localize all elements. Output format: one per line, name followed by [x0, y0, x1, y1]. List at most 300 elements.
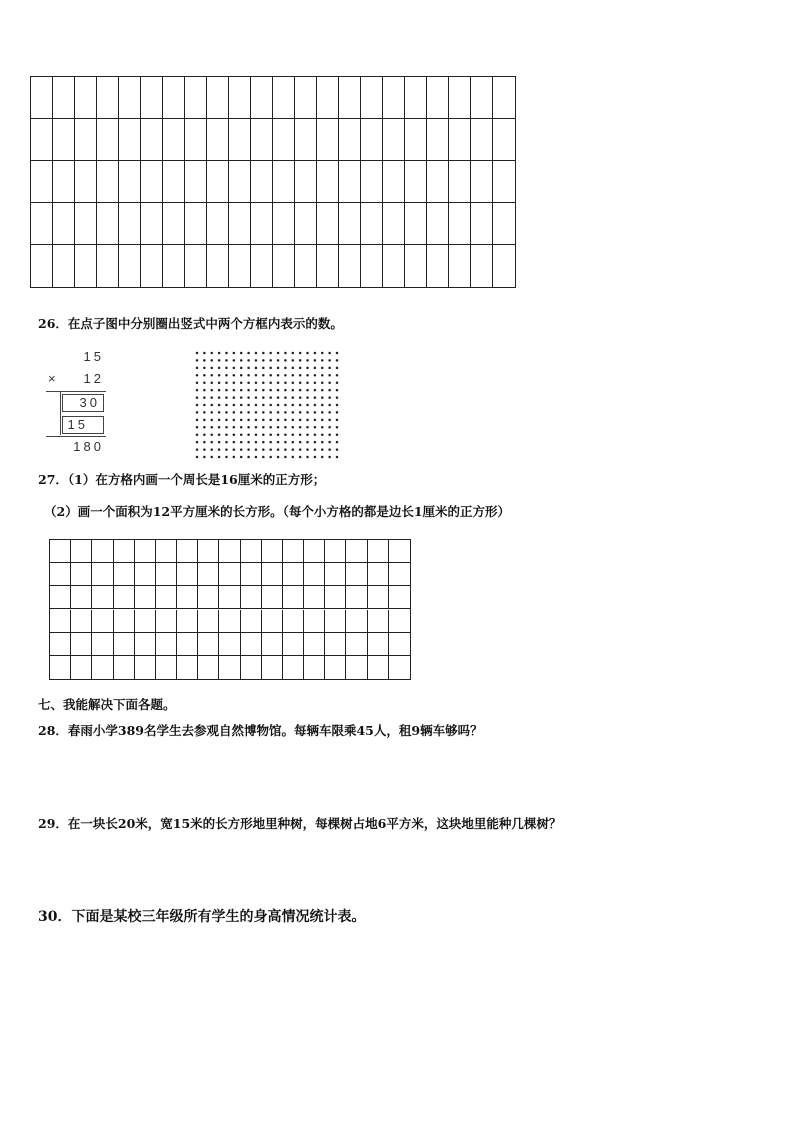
q27-grid-cell: [114, 610, 135, 633]
dot: [233, 448, 236, 451]
dot: [262, 374, 265, 377]
question-28-text: 28．春雨小学389名学生去参观自然博物馆。每辆车限乘45人，租9辆车够吗？: [38, 723, 483, 738]
q27-grid-cell: [135, 540, 156, 563]
dot: [225, 374, 228, 377]
dot: [314, 411, 317, 414]
dot: [218, 448, 221, 451]
dot: [284, 404, 287, 407]
dot: [233, 411, 236, 414]
q27-grid-cell: [135, 563, 156, 586]
dot: [225, 359, 228, 362]
top-grid-cell: [97, 161, 119, 203]
q27-grid-cell: [198, 610, 219, 633]
top-grid-cell: [251, 77, 273, 119]
dot: [255, 426, 257, 429]
multiply-operator: ×: [48, 371, 56, 386]
q27-grid-cell: [92, 656, 113, 679]
dot: [328, 381, 331, 384]
top-grid-cell: [295, 77, 317, 119]
dot: [203, 456, 206, 459]
q27-grid-cell: [114, 540, 135, 563]
q27-grid-cell: [389, 656, 410, 679]
product: 180: [73, 439, 104, 454]
dot: [321, 359, 324, 362]
q27-grid-cell: [325, 610, 346, 633]
top-grid-cell: [97, 119, 119, 161]
dot: [336, 367, 339, 370]
dot: [233, 381, 236, 384]
dot: [284, 433, 287, 436]
dot: [277, 448, 280, 451]
q27-grid-cell: [304, 586, 325, 609]
top-grid-cell: [53, 77, 75, 119]
dot: [299, 433, 302, 436]
dot: [299, 456, 302, 459]
dot: [262, 352, 265, 355]
dot: [225, 381, 228, 384]
dot: [262, 456, 265, 459]
q27-grid-cell: [219, 586, 240, 609]
q27-grid-cell: [241, 633, 262, 656]
dot: [247, 396, 250, 399]
dot: [247, 433, 250, 436]
top-grid-cell: [31, 203, 53, 245]
top-grid-cell: [493, 245, 515, 287]
dot: [196, 404, 199, 407]
dot: [225, 419, 228, 422]
dot: [328, 389, 331, 392]
dot: [255, 396, 257, 399]
q27-grid-cell: [262, 610, 283, 633]
q27-grid-cell: [71, 633, 92, 656]
dot: [247, 374, 250, 377]
dot: [277, 396, 280, 399]
dot: [321, 411, 324, 414]
top-grid-cell: [427, 119, 449, 161]
dot: [328, 433, 331, 436]
top-grid-cell: [119, 77, 141, 119]
dot: [269, 419, 272, 422]
dot: [255, 352, 257, 355]
dot: [210, 411, 213, 414]
q27-grid-cell: [135, 633, 156, 656]
top-grid-cell: [207, 161, 229, 203]
dot: [255, 381, 257, 384]
q27-grid-cell: [262, 633, 283, 656]
dot: [196, 411, 199, 414]
dot: [306, 381, 309, 384]
top-grid-cell: [383, 77, 405, 119]
q27-grid-cell: [346, 540, 367, 563]
dot: [306, 389, 309, 392]
top-grid-cell: [53, 245, 75, 287]
q27-grid-cell: [325, 633, 346, 656]
dot: [196, 367, 199, 370]
top-grid-cell: [273, 245, 295, 287]
q27-grid-cell: [283, 656, 304, 679]
top-grid-cell: [317, 119, 339, 161]
top-grid-cell: [141, 77, 163, 119]
dot: [306, 433, 309, 436]
top-grid-cell: [427, 77, 449, 119]
top-grid-cell: [229, 77, 251, 119]
top-grid-cell: [317, 77, 339, 119]
dot: [306, 367, 309, 370]
dot: [321, 389, 324, 392]
q27-grid-cell: [219, 563, 240, 586]
top-grid-cell: [449, 245, 471, 287]
top-grid-cell: [295, 161, 317, 203]
dot: [321, 426, 324, 429]
top-grid-cell: [185, 77, 207, 119]
dot: [255, 411, 257, 414]
dot: [277, 367, 280, 370]
dot: [284, 374, 287, 377]
dot: [210, 352, 213, 355]
dot: [196, 433, 199, 436]
dot: [277, 381, 280, 384]
q27-grid-cell: [92, 540, 113, 563]
dot: [314, 352, 317, 355]
multiplier: 12: [83, 371, 104, 386]
dot: [321, 441, 324, 444]
top-grid-cell: [141, 245, 163, 287]
dot: [233, 419, 236, 422]
dot: [255, 419, 257, 422]
q27-grid-cell: [346, 610, 367, 633]
top-grid-cell: [405, 119, 427, 161]
dot: [233, 426, 236, 429]
top-grid-cell: [339, 77, 361, 119]
dot: [277, 374, 280, 377]
q27-grid-cell: [346, 563, 367, 586]
q27-grid-cell: [135, 586, 156, 609]
q27-grid-cell: [346, 633, 367, 656]
q27-grid-cell: [71, 656, 92, 679]
dot: [255, 374, 257, 377]
dot: [321, 367, 324, 370]
dot: [277, 456, 280, 459]
q27-grid-cell: [325, 540, 346, 563]
dot: [306, 374, 309, 377]
dot: [314, 448, 317, 451]
q27-grid-cell: [156, 656, 177, 679]
q27-grid-cell: [346, 656, 367, 679]
q27-grid-cell: [71, 540, 92, 563]
q27-grid-cell: [156, 586, 177, 609]
dot: [328, 352, 331, 355]
q27-grid-cell: [368, 610, 389, 633]
dot: [225, 433, 228, 436]
top-grid-cell: [185, 203, 207, 245]
dot: [233, 433, 236, 436]
top-grid-cell: [229, 161, 251, 203]
dot: [336, 374, 339, 377]
dot: [262, 433, 265, 436]
dot: [299, 389, 302, 392]
top-grid-cell: [97, 245, 119, 287]
dot: [321, 381, 324, 384]
dot: [262, 359, 265, 362]
q27-grid-cell: [135, 610, 156, 633]
dot: [292, 374, 295, 377]
dot: [240, 359, 243, 362]
q27-grid-cell: [262, 563, 283, 586]
dot: [218, 433, 221, 436]
top-grid-cell: [119, 245, 141, 287]
dot: [225, 367, 228, 370]
q27-grid-cell: [50, 633, 71, 656]
top-grid-cell: [97, 203, 119, 245]
dot: [210, 456, 213, 459]
q27-grid-cell: [177, 586, 198, 609]
dot: [240, 433, 243, 436]
q27-grid-cell: [389, 540, 410, 563]
dot: [240, 396, 243, 399]
dot: [321, 419, 324, 422]
dot: [196, 419, 199, 422]
dot: [336, 426, 339, 429]
top-grid-cell: [207, 203, 229, 245]
dot: [292, 404, 295, 407]
dot: [240, 367, 243, 370]
dot: [299, 441, 302, 444]
dot: [210, 433, 213, 436]
dot: [233, 352, 236, 355]
q27-grid-cell: [389, 563, 410, 586]
dot: [277, 426, 280, 429]
top-grid-cell: [273, 77, 295, 119]
dot: [262, 389, 265, 392]
top-grid-cell: [163, 119, 185, 161]
q27-grid-cell: [283, 540, 304, 563]
dot: [299, 426, 302, 429]
q27-grid-cell: [325, 586, 346, 609]
top-grid-cell: [229, 119, 251, 161]
q27-grid-cell: [114, 586, 135, 609]
dot: [203, 419, 206, 422]
dot: [210, 367, 213, 370]
q27-grid-cell: [219, 540, 240, 563]
section-7-title: 七、我能解决下面各题。: [38, 697, 176, 712]
dot: [262, 411, 265, 414]
partial-product-1: 30: [79, 395, 100, 410]
top-grid-cell: [427, 203, 449, 245]
dot: [269, 389, 272, 392]
dot: [269, 359, 272, 362]
q27-grid-cell: [368, 633, 389, 656]
q27-grid-cell: [156, 610, 177, 633]
dot: [247, 389, 250, 392]
question-30-text: 30．下面是某校三年级所有学生的身高情况统计表。: [38, 909, 366, 925]
dot: [314, 456, 317, 459]
dot: [314, 396, 317, 399]
dot: [196, 352, 199, 355]
q27-grid-cell: [114, 656, 135, 679]
dot: [269, 441, 272, 444]
dot: [277, 433, 280, 436]
q27-grid-cell: [325, 563, 346, 586]
dot: [314, 441, 317, 444]
top-grid-cell: [339, 119, 361, 161]
dot: [196, 396, 199, 399]
top-grid-cell: [97, 77, 119, 119]
dot: [210, 389, 213, 392]
dot: [255, 367, 257, 370]
dot: [336, 433, 339, 436]
dot: [196, 359, 199, 362]
top-grid-cell: [361, 77, 383, 119]
dot: [203, 396, 206, 399]
top-grid-cell: [361, 161, 383, 203]
dot: [262, 396, 265, 399]
dot: [269, 381, 272, 384]
q27-grid-cell: [389, 586, 410, 609]
top-grid-cell: [273, 161, 295, 203]
q27-grid-cell: [304, 540, 325, 563]
dot: [292, 396, 295, 399]
dot: [218, 419, 221, 422]
q27-grid-cell: [283, 563, 304, 586]
top-grid-cell: [471, 161, 493, 203]
vertical-multiplication: [44, 346, 108, 458]
dot: [321, 404, 324, 407]
dot: [336, 381, 339, 384]
q27-grid-cell: [304, 656, 325, 679]
dot: [262, 426, 265, 429]
top-grid-cell: [471, 77, 493, 119]
q27-grid-cell: [283, 610, 304, 633]
q27-grid-cell: [177, 563, 198, 586]
q27-grid-cell: [92, 633, 113, 656]
dot: [255, 448, 257, 451]
dot: [328, 419, 331, 422]
dot: [321, 352, 324, 355]
q27-grid-cell: [114, 633, 135, 656]
top-grid-cell: [141, 161, 163, 203]
dot: [218, 411, 221, 414]
q27-grid-cell: [304, 610, 325, 633]
q27-grid-cell: [92, 586, 113, 609]
top-grid-cell: [75, 77, 97, 119]
q27-grid-cell: [241, 656, 262, 679]
dot: [269, 456, 272, 459]
dot: [277, 411, 280, 414]
dot: [306, 411, 309, 414]
top-grid-cell: [119, 161, 141, 203]
dot: [314, 419, 317, 422]
top-grid-cell: [251, 161, 273, 203]
dot: [306, 456, 309, 459]
dot: [240, 404, 243, 407]
q27-grid-cell: [346, 586, 367, 609]
dot: [255, 404, 257, 407]
dot: [240, 411, 243, 414]
q27-grid-cell: [368, 586, 389, 609]
top-grid-cell: [493, 203, 515, 245]
dot: [225, 389, 228, 392]
dot: [284, 456, 287, 459]
dot: [277, 389, 280, 392]
dot: [292, 433, 295, 436]
q27-grid-cell: [198, 540, 219, 563]
dot: [255, 359, 257, 362]
top-grid-cell: [251, 203, 273, 245]
dot: [247, 441, 250, 444]
dot: [210, 441, 213, 444]
top-grid-cell: [427, 161, 449, 203]
dot: [314, 374, 317, 377]
q27-grid-cell: [241, 586, 262, 609]
dot: [225, 456, 228, 459]
q27-grid-cell: [241, 610, 262, 633]
dot: [218, 374, 221, 377]
top-grid-cell: [251, 119, 273, 161]
top-grid-cell: [185, 119, 207, 161]
top-grid-cell: [295, 203, 317, 245]
dot: [218, 426, 221, 429]
square-grid-q27: [49, 539, 411, 680]
q27-grid-cell: [177, 633, 198, 656]
dot: [328, 359, 331, 362]
dot: [262, 419, 265, 422]
top-grid-cell: [207, 245, 229, 287]
q27-grid-cell: [198, 656, 219, 679]
top-grid-cell: [53, 119, 75, 161]
q27-grid-cell: [262, 586, 283, 609]
dot: [328, 396, 331, 399]
dot: [306, 352, 309, 355]
dot: [336, 396, 339, 399]
q27-grid-cell: [92, 563, 113, 586]
top-grid-cell: [163, 77, 185, 119]
top-grid-cell: [163, 161, 185, 203]
top-grid-cell: [449, 119, 471, 161]
dot: [218, 456, 221, 459]
dot: [328, 426, 331, 429]
top-grid-cell: [207, 77, 229, 119]
dot: [203, 433, 206, 436]
dot: [306, 426, 309, 429]
dot: [240, 426, 243, 429]
dot: [336, 411, 339, 414]
top-answer-grid: [30, 76, 516, 288]
top-grid-cell: [185, 245, 207, 287]
dot: [210, 426, 213, 429]
top-grid-cell: [471, 245, 493, 287]
dot: [336, 448, 339, 451]
top-grid-cell: [361, 119, 383, 161]
dot: [284, 441, 287, 444]
dot: [196, 448, 199, 451]
top-grid-cell: [361, 203, 383, 245]
top-grid-cell: [361, 245, 383, 287]
dot: [210, 359, 213, 362]
q27-grid-cell: [262, 656, 283, 679]
dot: [299, 404, 302, 407]
dot: [203, 367, 206, 370]
dot: [225, 396, 228, 399]
top-grid-cell: [405, 203, 427, 245]
top-grid-cell: [449, 77, 471, 119]
top-grid-cell: [141, 119, 163, 161]
dot: [240, 441, 243, 444]
dot: [299, 367, 302, 370]
dot: [284, 426, 287, 429]
q27-grid-cell: [50, 656, 71, 679]
dot: [328, 374, 331, 377]
dot: [321, 433, 324, 436]
